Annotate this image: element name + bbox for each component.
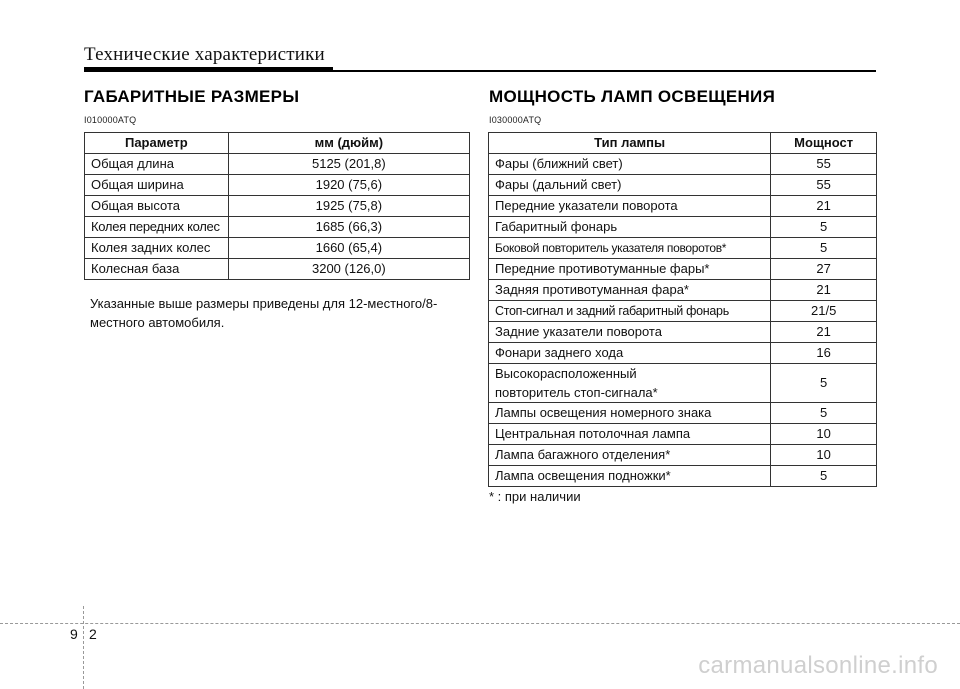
footnote: * : при наличии: [489, 489, 581, 504]
table-row: [489, 364, 877, 403]
table-row: [489, 175, 877, 196]
lamp-wattage: 21: [771, 196, 877, 217]
table-row: [85, 196, 470, 217]
footer-rule: [0, 623, 960, 624]
watermark: carmanualsonline.info: [698, 652, 938, 679]
table-row: [489, 301, 877, 322]
lamp-type: Стоп-сигнал и задний габаритный фонарь: [489, 301, 771, 322]
lamp-wattage: 21: [771, 280, 877, 301]
lamp-wattage: 16: [771, 343, 877, 364]
column-header-mm: мм (дюйм): [228, 133, 469, 154]
lamp-wattage: 5: [771, 466, 877, 487]
table-row: [85, 217, 470, 238]
table-row: [489, 322, 877, 343]
lamp-type: Лампа освещения подножки*: [489, 466, 771, 487]
lamp-wattage: 27: [771, 259, 877, 280]
table-row: [489, 403, 877, 424]
table-row: [489, 238, 877, 259]
row-value: 1685 (66,3): [228, 217, 469, 238]
lamps-title: МОЩНОСТЬ ЛАМП ОСВЕЩЕНИЯ: [489, 87, 776, 106]
table-row: [489, 445, 877, 466]
table-row: [489, 280, 877, 301]
lamp-type: Задние указатели поворота: [489, 322, 771, 343]
lamp-type: Лампа багажного отделения*: [489, 445, 771, 466]
row-parameter: Колесная база: [85, 259, 229, 280]
row-value: 1660 (65,4): [228, 238, 469, 259]
header-rule-thin: [84, 70, 876, 72]
lamp-type: Габаритный фонарь: [489, 217, 771, 238]
lamp-wattage: 10: [771, 424, 877, 445]
chapter-title: Технические характеристики: [84, 44, 325, 65]
row-parameter: Общая длина: [85, 154, 229, 175]
table-row: [489, 196, 877, 217]
dimensions-table: [84, 132, 470, 280]
lamp-wattage: 5: [771, 217, 877, 238]
table-row: [489, 343, 877, 364]
row-parameter: Общая высота: [85, 196, 229, 217]
lamp-wattage-table: [488, 132, 877, 487]
row-value: 1925 (75,8): [228, 196, 469, 217]
dimensions-code: I010000ATQ: [84, 115, 137, 125]
table-row: [85, 154, 470, 175]
lamp-wattage: 5: [771, 403, 877, 424]
lamp-type: Боковой повторитель указателя поворотов*: [489, 238, 771, 259]
lamp-wattage: 55: [771, 175, 877, 196]
row-parameter: Общая ширина: [85, 175, 229, 196]
lamp-type: Фонари заднего хода: [489, 343, 771, 364]
column-header-lamp-type: Тип лампы: [489, 133, 771, 154]
table-header-row: [85, 133, 470, 154]
lamp-type: Передние указатели поворота: [489, 196, 771, 217]
row-value: 3200 (126,0): [228, 259, 469, 280]
table-row: [489, 154, 877, 175]
column-header-wattage: Мощност: [771, 133, 877, 154]
lamp-type: Фары (дальний свет): [489, 175, 771, 196]
lamp-wattage: 55: [771, 154, 877, 175]
lamp-wattage: 10: [771, 445, 877, 466]
lamp-type: Фары (ближний свет): [489, 154, 771, 175]
table-row: [85, 238, 470, 259]
column-header-parameter: Параметр: [85, 133, 229, 154]
lamp-wattage: 21/5: [771, 301, 877, 322]
table-row: [489, 424, 877, 445]
lamps-code: I030000ATQ: [489, 115, 542, 125]
lamp-type: Передние противотуманные фары*: [489, 259, 771, 280]
row-parameter: Колея передних колес: [85, 217, 229, 238]
table-row: [85, 259, 470, 280]
lamp-type: Центральная потолочная лампа: [489, 424, 771, 445]
table-header-row: [489, 133, 877, 154]
footer-divider: [83, 606, 84, 689]
row-parameter: Колея задних колес: [85, 238, 229, 259]
lamp-type: Высокорасположенный повторитель стоп-сигнала*: [489, 364, 771, 403]
dimensions-title: ГАБАРИТНЫЕ РАЗМЕРЫ: [84, 87, 300, 106]
table-row: [85, 175, 470, 196]
page-number: 2: [89, 626, 97, 642]
lamp-wattage: 5: [771, 364, 877, 403]
lamp-wattage: 21: [771, 322, 877, 343]
dimensions-note: Указанные выше размеры приведены для 12-местного/8-местного автомобиля.: [90, 296, 438, 330]
table-row: [489, 259, 877, 280]
page-section-number: 9: [70, 626, 78, 642]
lamp-type: Задняя противотуманная фара*: [489, 280, 771, 301]
row-value: 5125 (201,8): [228, 154, 469, 175]
table-row: [489, 217, 877, 238]
lamp-type: Лампы освещения номерного знака: [489, 403, 771, 424]
table-row: [489, 466, 877, 487]
row-value: 1920 (75,6): [228, 175, 469, 196]
lamp-wattage: 5: [771, 238, 877, 259]
